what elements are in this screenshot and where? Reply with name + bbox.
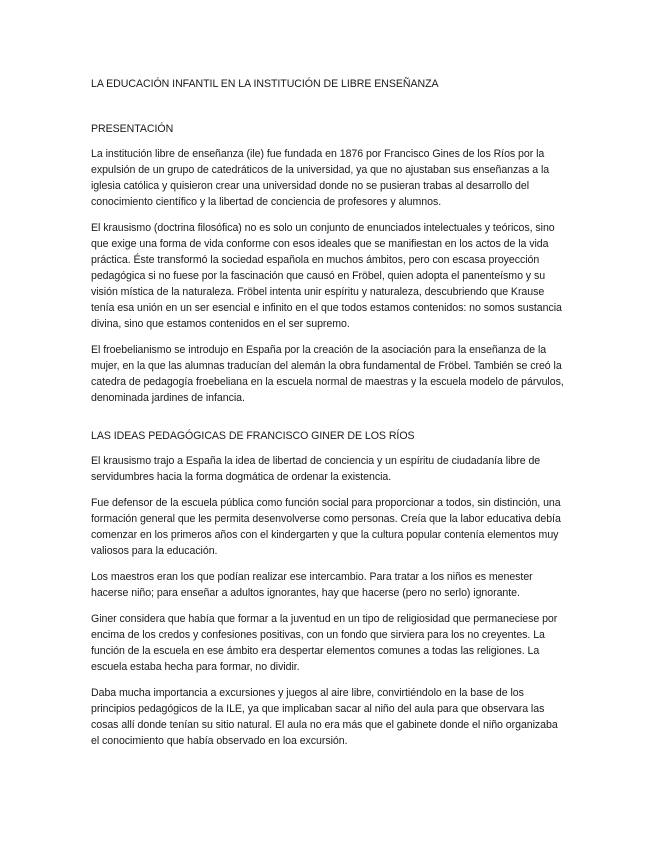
- paragraph: Fue defensor de la escuela pública como función social para proporcionar a todos, sin distinción, una formación general que les permita desenvolverse como personas. Creía que la labor educativa debía comenzar en los primeros años con el kindergarten y que la cultura popular contenía elementos muy valiosos para la educación.: [91, 497, 561, 557]
- paragraph: El froebelianismo se introdujo en España por la creación de la asociación para la enseñanza de la mujer, en la que las alumnas traducían del alemán la obra fundamental de Fröbel. También se creó la catedra de pedagogía froebeliana en la escuela normal de maestras y la escuela modelo de párvulos, denominada jardines de infancia.: [91, 344, 564, 404]
- paragraph: La institución libre de enseñanza (ile) fue fundada en 1876 por Francisco Gines de los Ríos por la expulsión de un grupo de catedráticos de la universidad, ya que no ajustaban sus enseñanzas a la iglesia católica y quisieron crear una universidad donde no se pusieran trabas al desarrollo del conocimiento científico y la libertad de conciencia de profesores y alumnos.: [91, 148, 550, 208]
- paragraph: El krausismo (doctrina filosófica) no es solo un conjunto de enunciados intelectuales y teóricos, sino que exige una forma de vida conforme con esos ideales que se manifiestan en los actos de la vida práctica. Éste transformó la sociedad española en muchos ámbitos, pero con escasa proyección pedagógica si no fuese por la fascinación que causó en Fröbel, quien adopta el panenteísmo y su visión mística de la naturaleza. Fröbel intenta unir espíritu y naturaleza, descubriendo que Krause tenía esa unión en un ser esencial e infinito en el que todos estamos contenidos: no somos sustancia divina, sino que estamos contenidos en el ser supremo.: [91, 222, 562, 330]
- paragraph: Daba mucha importancia a excursiones y juegos al aire libre, convirtiéndolo en la base de los principios pedagógicos de la ILE, ya que implicaban sacar al niño del aula para que observara las cosas allí donde tenían su sitio natural. El aula no era más que el gabinete donde el niño organizaba el conocimiento que había observado en loa excursión.: [91, 687, 558, 747]
- paragraph: Giner considera que había que formar a la juventud en un tipo de religiosidad que permaneciese por encima de los credos y confesiones positivas, con un fondo que sirviera para los no creyentes. La función de la escuela en ese ámbito era despertar elementos comunes a todas las religiones. La escuela estaba hecha para formar, no dividir.: [91, 613, 558, 673]
- paragraph: El krausismo trajo a España la idea de libertad de conciencia y un espíritu de ciudadanía libre de servidumbres hacia la forma dogmática de ordenar la existencia.: [91, 455, 541, 483]
- section-heading: LAS IDEAS PEDAGÓGICAS DE FRANCISCO GINER DE LOS RÍOS: [91, 430, 415, 442]
- section-ideas-pedagogicas: [91, 428, 566, 749]
- section-heading: PRESENTACIÓN: [91, 123, 174, 135]
- document-title: LA EDUCACIÓN INFANTIL EN LA INSTITUCIÓN DE LIBRE ENSEÑANZA: [91, 78, 439, 90]
- section-presentacion: [91, 121, 566, 406]
- document-body: [91, 76, 566, 771]
- paragraph: Los maestros eran los que podían realizar ese intercambio. Para tratar a los niños es menester hacerse niño; para enseñar a adultos ignorantes, hay que hacerse (pero no serlo) ignorante.: [91, 571, 533, 599]
